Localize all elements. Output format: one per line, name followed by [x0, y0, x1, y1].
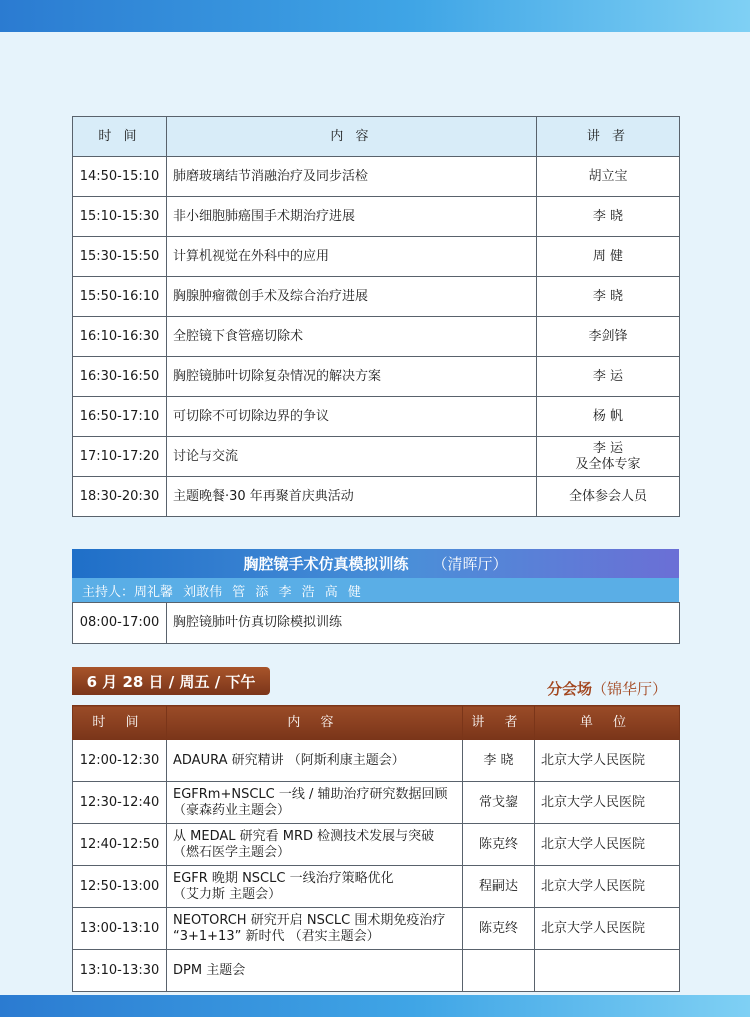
top-decor-band	[0, 0, 750, 32]
content-line-1: EGFRm+NSCLC 一线 / 辅助治疗研究数据回顾	[173, 786, 448, 802]
row-speaker: 胡立宝	[537, 157, 680, 197]
row-content: 肺磨玻璃结节消融治疗及同步活检	[167, 157, 537, 197]
row-content	[167, 824, 463, 866]
simulation-hall: （清晖厅）	[432, 555, 508, 573]
content-line-1: EGFR 晚期 NSCLC 一线治疗策略优化	[173, 870, 394, 886]
row-time: 17:10-17:20	[73, 437, 167, 477]
table-row	[73, 950, 680, 992]
row-content	[167, 740, 463, 782]
header-time: 时 间	[73, 117, 167, 157]
table-row	[73, 357, 680, 397]
branch-venue-label	[547, 678, 667, 699]
row-content: 讨论与交流	[167, 437, 537, 477]
row-unit: 北京大学人民医院	[535, 740, 680, 782]
content-line-1: NEOTORCH 研究开启 NSCLC 围术期免疫治疗	[173, 912, 446, 928]
content-line-2: （艾力斯 主题会）	[173, 886, 282, 902]
content-line-2: “3+1+13” 新时代 （君实主题会）	[173, 928, 380, 944]
table-row	[73, 157, 680, 197]
date-badge: 6 月 28 日 / 周五 / 下午	[72, 667, 270, 695]
row-time: 14:50-15:10	[73, 157, 167, 197]
simulation-table	[72, 602, 680, 644]
row-content	[167, 908, 463, 950]
content-line-2: （燃石医学主题会）	[173, 844, 291, 860]
row-content: 非小细胞肺癌围手术期治疗进展	[167, 197, 537, 237]
row-time: 12:00-12:30	[73, 740, 167, 782]
table-row	[73, 397, 680, 437]
row-speaker: 程嗣达	[463, 866, 535, 908]
table-row	[73, 782, 680, 824]
row-content: 胸腔镜肺叶切除复杂情况的解决方案	[167, 357, 537, 397]
row-time: 12:50-13:00	[73, 866, 167, 908]
row-speaker: 李 运	[537, 357, 680, 397]
table-row	[73, 437, 680, 477]
speaker-line-1: 李 运	[592, 440, 624, 456]
row-speaker: 全体参会人员	[537, 477, 680, 517]
schedule-table	[72, 116, 680, 517]
simulation-section	[72, 549, 679, 644]
row-content: 可切除不可切除边界的争议	[167, 397, 537, 437]
simulation-header	[72, 549, 679, 578]
row-time: 15:50-16:10	[73, 277, 167, 317]
table-row	[73, 317, 680, 357]
row-time: 16:50-17:10	[73, 397, 167, 437]
branch-label: 分会场	[547, 680, 593, 698]
row-time: 08:00-17:00	[73, 603, 167, 644]
row-speaker: 杨 帆	[537, 397, 680, 437]
row-speaker: 李 晓	[537, 277, 680, 317]
row-time: 12:30-12:40	[73, 782, 167, 824]
row-speaker	[463, 950, 535, 992]
row-time: 15:10-15:30	[73, 197, 167, 237]
row-unit	[535, 950, 680, 992]
row-time: 16:30-16:50	[73, 357, 167, 397]
speaker-line-2: 及全体专家	[575, 456, 641, 472]
header-time: 时 间	[73, 706, 167, 740]
header-speaker: 讲 者	[463, 706, 535, 740]
content-line-1: ADAURA 研究精讲 （阿斯利康主题会）	[173, 752, 405, 768]
table-row	[73, 237, 680, 277]
row-content	[167, 866, 463, 908]
row-content: 全腔镜下食管癌切除术	[167, 317, 537, 357]
row-speaker: 周 健	[537, 237, 680, 277]
row-time: 13:10-13:30	[73, 950, 167, 992]
table-row	[73, 908, 680, 950]
row-content: 胸腔镜肺叶仿真切除模拟训练	[167, 603, 680, 644]
content-line-2: （豪森药业主题会）	[173, 802, 291, 818]
content-line-1: DPM 主题会	[173, 962, 246, 978]
branch-schedule-table	[72, 705, 680, 992]
content-line-1: 从 MEDAL 研究看 MRD 检测技术发展与突破	[173, 828, 435, 844]
row-unit: 北京大学人民医院	[535, 908, 680, 950]
row-speaker: 李 晓	[537, 197, 680, 237]
table-row	[73, 477, 680, 517]
table-row	[73, 603, 680, 644]
table-row	[73, 866, 680, 908]
row-unit: 北京大学人民医院	[535, 782, 680, 824]
row-content: 计算机视觉在外科中的应用	[167, 237, 537, 277]
row-time: 18:30-20:30	[73, 477, 167, 517]
row-time: 15:30-15:50	[73, 237, 167, 277]
row-time: 13:00-13:10	[73, 908, 167, 950]
branch-hall: （锦华厅）	[592, 680, 668, 698]
row-speaker: 陈克终	[463, 908, 535, 950]
row-content: 主题晚餐·30 年再聚首庆典活动	[167, 477, 537, 517]
row-time: 16:10-16:30	[73, 317, 167, 357]
row-content	[167, 782, 463, 824]
table-row	[73, 197, 680, 237]
simulation-title: 胸腔镜手术仿真模拟训练	[243, 555, 409, 573]
row-content: 胸腺肿瘤微创手术及综合治疗进展	[167, 277, 537, 317]
row-time: 12:40-12:50	[73, 824, 167, 866]
row-speaker: 李剑锋	[537, 317, 680, 357]
branch-header-row	[73, 706, 680, 740]
table-row	[73, 740, 680, 782]
row-unit: 北京大学人民医院	[535, 866, 680, 908]
table-row	[73, 824, 680, 866]
schedule-header-row	[73, 117, 680, 157]
header-unit: 单 位	[535, 706, 680, 740]
row-content	[167, 950, 463, 992]
row-speaker: 常戈鋆	[463, 782, 535, 824]
header-speaker: 讲 者	[537, 117, 680, 157]
simulation-hosts: 主持人：周礼馨 刘敢伟 管 添 李 浩 高 健	[72, 578, 679, 602]
row-speaker: 李 晓	[463, 740, 535, 782]
row-speaker	[537, 437, 680, 477]
bottom-decor-band	[0, 995, 750, 1017]
table-row	[73, 277, 680, 317]
header-content: 内 容	[167, 706, 463, 740]
row-unit: 北京大学人民医院	[535, 824, 680, 866]
row-speaker: 陈克终	[463, 824, 535, 866]
header-content: 内 容	[167, 117, 537, 157]
